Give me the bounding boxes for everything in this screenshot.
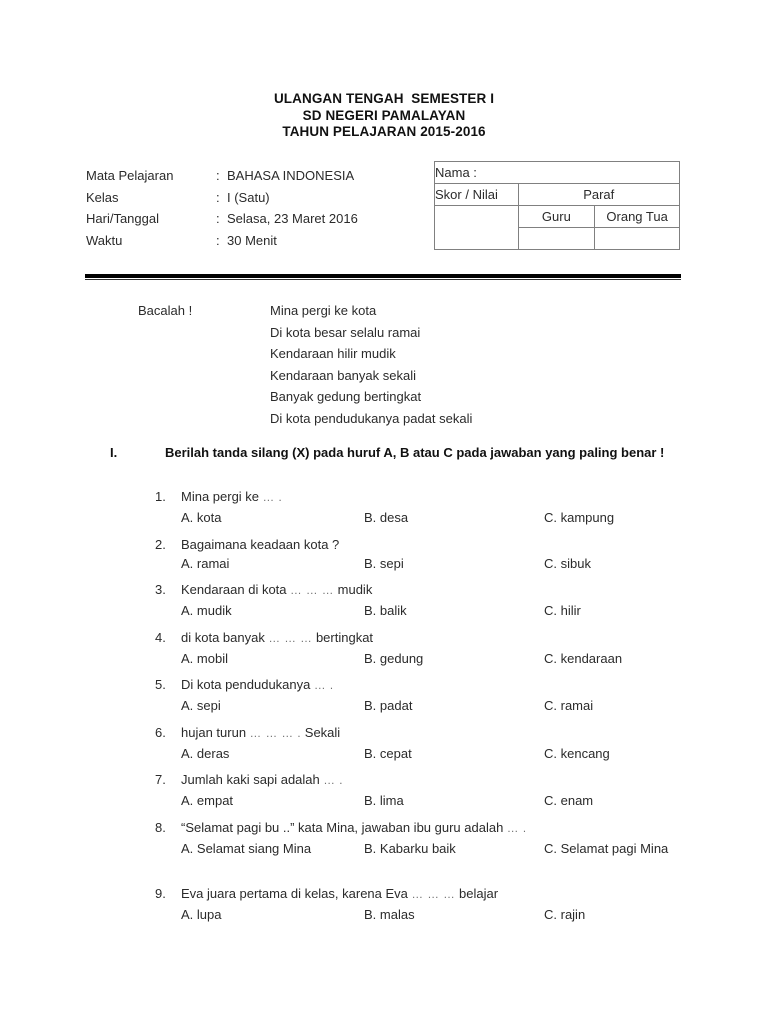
option-text: ramai [193,555,230,571]
answer-blank-dots: … … … [411,889,456,901]
option-letter: C. [544,698,557,713]
question-item [155,580,715,620]
option-letter: C. [544,793,557,808]
title-line-year: TAHUN PELAJARAN 2015-2016 [282,124,486,140]
score-cell-orangtua-value[interactable] [595,228,680,250]
option-b[interactable] [364,839,456,858]
option-row [155,696,715,715]
option-letter: C. [544,907,557,922]
answer-blank-dots: … … … [290,585,335,597]
option-a[interactable] [181,905,222,924]
option-b[interactable] [364,601,407,620]
option-text: cepat [376,745,412,761]
option-b[interactable] [364,744,412,763]
option-letter: C. [544,650,557,666]
score-cell-skor-label: Skor / Nilai [435,184,519,206]
option-letter: B. [364,555,377,571]
option-text: mobil [193,650,228,666]
meta-value-subject: BAHASA INDONESIA [227,168,355,183]
score-cell-orangtua-label: Orang Tua [595,206,680,228]
question-number: 4. [155,629,166,645]
option-text: Selamat siang Mina [193,840,312,856]
option-text: kampung [557,510,615,525]
option-text: desa [376,510,409,525]
section-instruction [110,443,690,462]
question-item [155,770,715,810]
answer-blank-dots: … … … . [249,727,302,740]
option-a[interactable] [181,744,229,763]
option-a[interactable] [181,839,311,858]
option-text: deras [193,745,230,761]
option-letter: B. [364,698,377,713]
option-text: hilir [557,603,581,618]
option-text: rajin [557,907,586,922]
question-number: 5. [155,677,166,692]
passage-line: Kendaraan hilir mudik [270,346,396,361]
answer-blank-dots: … . [506,822,527,835]
option-text: padat [376,698,413,713]
passage-line: Mina pergi ke kota [270,303,377,318]
option-a[interactable] [181,508,221,527]
reading-passage [270,300,472,429]
meta-value-duration: 30 Menit [227,232,277,248]
option-text: ramai [557,698,594,713]
question-text-tail: Sekali [301,724,341,740]
score-cell-paraf-label: Paraf [518,184,680,206]
option-letter: C. [544,745,557,761]
passage-line: Banyak gedung bertingkat [270,389,422,404]
option-letter: A. [181,840,194,856]
question-item [155,723,715,763]
option-row [155,905,715,924]
option-text: kendaraan [557,650,623,666]
meta-label-duration: Waktu [86,232,123,248]
option-b[interactable] [364,554,404,573]
option-text: sepi [376,555,404,571]
score-cell-guru-label: Guru [518,206,595,228]
passage-line: Kendaraan banyak sekali [270,367,416,383]
question-text-tail: bertingkat [312,629,374,645]
option-text: mudik [193,603,232,618]
question-text: Kendaraan di kota [181,582,291,597]
option-letter: A. [181,793,194,808]
section-number: I. [110,445,118,460]
option-text: sibuk [557,555,591,571]
option-row [155,554,715,573]
option-letter: A. [181,555,194,571]
exam-meta [86,165,358,251]
option-b[interactable] [364,696,412,715]
option-letter: C. [544,510,557,525]
answer-blank-dots: … . [262,492,283,504]
question-text: di kota banyak [181,629,269,645]
question-text-tail: mudik [334,582,373,597]
option-letter: B. [364,793,377,808]
meta-row-subject [86,165,358,187]
question-number: 8. [155,819,166,835]
option-row [155,508,715,527]
option-row [155,791,715,810]
divider-thin-line [85,279,681,280]
option-c[interactable] [544,791,593,810]
section-instruction-text: Berilah tanda silang (X) pada huruf A, B atau C pada jawaban yang paling benar ! [165,445,665,460]
question-item [155,535,715,573]
option-a[interactable] [181,601,232,620]
option-c[interactable] [544,696,593,715]
question-number: 3. [155,582,166,597]
question-number: 7. [155,772,166,787]
question-stem [155,723,715,744]
reading-prompt: Bacalah ! [138,303,193,318]
question-text: Eva juara pertama di kelas, karena Eva [181,886,412,901]
question-text: Mina pergi ke [181,489,263,504]
table-row-header [435,184,680,206]
option-letter: B. [364,510,377,525]
option-a[interactable] [181,791,233,810]
meta-value-class: I (Satu) [227,189,270,205]
option-text: enam [557,793,594,808]
option-b[interactable] [364,649,423,668]
option-text: balik [376,603,407,618]
title-line-exam: ULANGAN TENGAH SEMESTER I [273,91,495,106]
meta-value-date: Selasa, 23 Maret 2016 [227,211,358,226]
header-divider [85,274,681,280]
question-number: 9. [155,886,166,901]
question-list [155,487,715,932]
option-text: empat [193,793,234,808]
meta-separator: : [216,232,220,248]
option-text: kencang [557,745,610,761]
option-letter: B. [364,650,377,666]
question-stem [155,535,715,554]
answer-blank-dots: … … … [268,632,313,645]
question-item [155,884,715,924]
option-text: sepi [193,698,221,713]
question-stem [155,818,715,839]
meta-row-duration [86,230,358,252]
meta-row-date [86,208,358,230]
question-text: Bagaimana keadaan kota ? [181,536,340,552]
question-text: “Selamat pagi bu ..” kata Mina, jawaban ibu guru adalah [181,819,507,835]
question-stem [155,884,715,905]
question-item [155,628,715,668]
question-text-tail: belajar [455,886,499,901]
title-line-school: SD NEGERI PAMALAYAN [302,107,466,123]
option-text: Selamat pagi Mina [557,840,669,856]
passage-line: Di kota pendudukanya padat sekali [270,410,473,426]
passage-line: Di kota besar selalu ramai [270,324,421,340]
answer-blank-dots: … . [323,775,344,787]
option-text: Kabarku baik [376,840,456,856]
option-c[interactable] [544,554,591,573]
option-letter: B. [364,745,377,761]
question-item [155,818,715,877]
score-cell-skor-value[interactable] [435,206,519,250]
option-c[interactable] [544,508,614,527]
meta-label-subject: Mata Pelajaran [86,168,174,183]
meta-label-date: Hari/Tanggal [86,211,159,226]
option-a[interactable] [181,649,228,668]
option-c[interactable] [544,649,622,668]
answer-blank-dots: … . [313,680,334,692]
meta-label-class: Kelas [86,189,119,205]
option-text: gedung [376,650,424,666]
score-cell-nama-label: Nama : [435,162,680,184]
question-item [155,487,715,527]
option-c[interactable] [544,601,581,620]
option-row [155,649,715,668]
question-stem [155,770,715,791]
option-b[interactable] [364,905,415,924]
score-cell-guru-value[interactable] [518,228,595,250]
option-row [155,744,715,763]
table-row-subheader [435,206,680,228]
option-letter: B. [364,603,377,618]
option-letter: A. [181,907,194,922]
option-a[interactable] [181,696,221,715]
question-text: hujan turun [181,724,250,740]
option-b[interactable] [364,508,408,527]
page-title [0,91,768,141]
question-number: 2. [155,536,166,552]
meta-separator: : [216,168,220,183]
meta-row-class [86,187,358,209]
question-stem [155,628,715,649]
option-row [155,601,715,620]
table-row-nama [435,162,680,184]
option-text: lima [376,793,404,808]
option-c[interactable] [544,744,610,763]
question-item [155,675,715,715]
option-a[interactable] [181,554,229,573]
score-table [434,161,680,250]
meta-separator: : [216,211,220,226]
option-c[interactable] [544,905,585,924]
option-letter: C. [544,840,557,856]
option-text: malas [376,907,415,922]
question-stem [155,487,715,508]
option-letter: A. [181,698,194,713]
option-b[interactable] [364,791,404,810]
option-letter: A. [181,603,194,618]
question-number: 1. [155,489,166,504]
option-text: kota [193,510,222,525]
option-row [155,839,715,877]
question-number: 6. [155,724,166,740]
meta-separator: : [216,189,220,205]
question-text: Di kota pendudukanya [181,677,314,692]
option-letter: A. [181,510,194,525]
option-letter: B. [364,907,377,922]
option-text: lupa [193,907,222,922]
option-c[interactable] [544,839,674,858]
option-letter: A. [181,650,194,666]
option-letter: C. [544,555,557,571]
option-letter: A. [181,745,194,761]
question-text: Jumlah kaki sapi adalah [181,772,324,787]
option-letter: C. [544,603,557,618]
option-letter: B. [364,840,377,856]
question-stem [155,675,715,696]
question-stem [155,580,715,601]
